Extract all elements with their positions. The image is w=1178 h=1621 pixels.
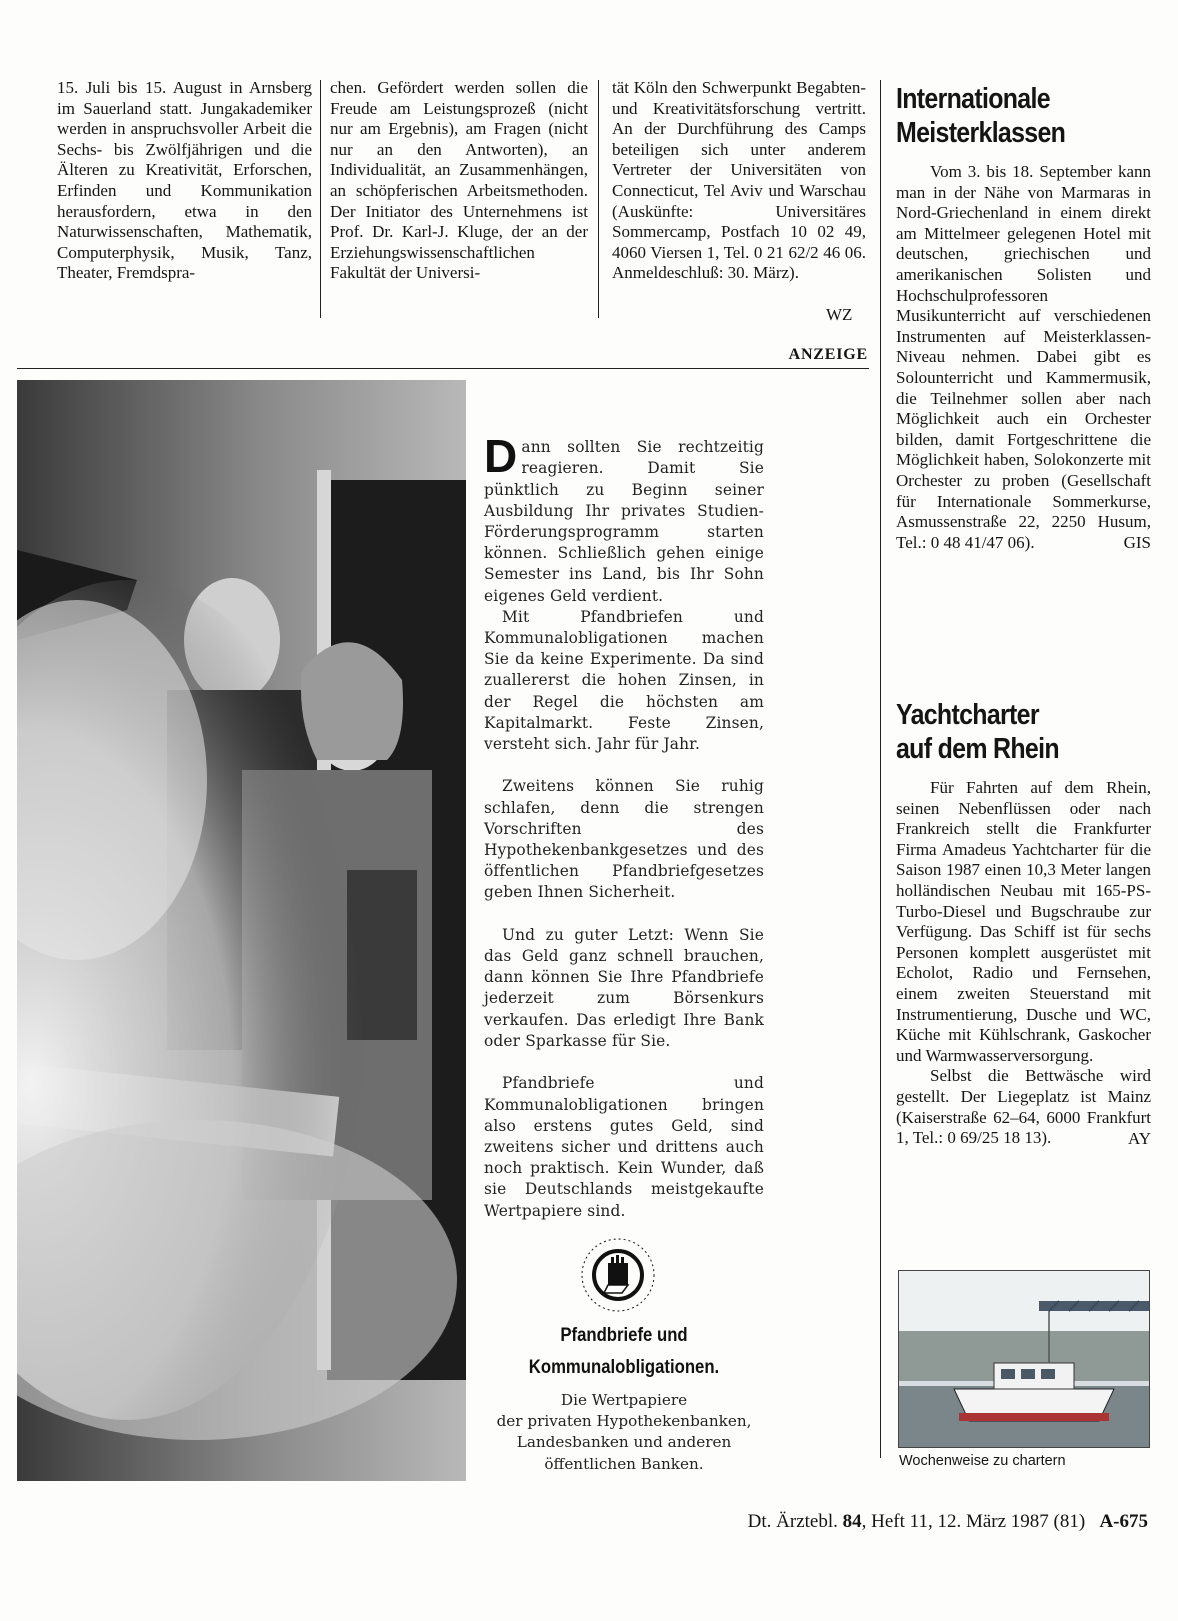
headline-yachtcharter: Yachtcharter auf dem Rhein: [896, 699, 1059, 765]
ad-paragraph-2: Mit Pfandbriefen und Kommunalobligationen machen Sie da keine Experimente. Da sind zuallererst die hohen Zinsen, in der Regel die höchsten am Kapitalmarkt. Feste Zinsen, versteht sich. Jahr für Jahr.: [484, 607, 764, 754]
article-column-2: chen. Gefördert werden sollen die Freude am Leistungsprozeß (nicht nur am Ergebnis), am Fragen (nicht nur an den Antworten), an Individualität, an Zusammenhängen, an schöpferischen Arbeitsmethoden. Der Initiator des Unternehmens ist Prof. Dr. Karl-J. Kluge, der an der Erziehungswissenschaftlichen Fakultät der Universi-: [330, 78, 588, 283]
author-initials: GIS: [1123, 533, 1151, 553]
page-footer: [600, 1511, 1148, 1533]
ad-paragraph-4: Und zu guter Letzt: Wenn Sie das Geld ganz schnell brauchen, dann können Sie Ihre Pfandbriefe jederzeit zum Börsenkurs verkaufen. Das erledigt Ihre Bank oder Sparkasse für Sie.: [484, 925, 764, 1050]
journal-volume: 84: [842, 1511, 862, 1532]
boat-photo: [898, 1270, 1150, 1448]
journal-issue: , Heft 11, 12. März 1987 (81): [861, 1511, 1086, 1532]
ad-paragraph-3: Zweitens können Sie ruhig schlafen, denn die strengen Vorschriften des Hypothekenbankgesetzes und des öffentlichen Pfandbriefgesetzes geben Ihnen Sicherheit.: [484, 777, 764, 902]
author-initials: WZ: [826, 305, 853, 324]
ad-label: ANZEIGE: [788, 346, 868, 363]
article-column-3: tät Köln den Schwerpunkt Begabten- und Kreativitätsforschung vertritt. An der Durchführung des Camps beteiligen sich unter anderem Vertreter der Universitäten von Connecticut, Tel Aviv und Warschau (Auskünfte: Universitäres Sommercamp, Postfach 10 02 49, 4060 Viersen 1, Tel. 0 21 62/2 46 06. Anmeldeschluß: 30. März).: [612, 78, 866, 283]
body-yachtcharter-2: Selbst die Bettwäsche wird gestellt. Der Liegeplatz ist Mainz (Kaiserstraße 62–64, 6000 Frankfurt 1, Tel.: 0 69/25 18 13).: [896, 1066, 1151, 1148]
ad-dropcap: D: [484, 430, 518, 483]
pfandbrief-seal-icon: [578, 1235, 658, 1315]
ad-photo: [17, 380, 466, 1481]
ad-top-rule: [17, 368, 869, 369]
ad-photo-illustration: [17, 380, 466, 1481]
body-yachtcharter-1: Für Fahrten auf dem Rhein, seinen Nebenflüssen oder nach Frankreich stellt die Frankfurter Firma Amadeus Yachtcharter für die Saison 1987 einen 10,3 Meter langen holländischen Neubau mit 165-PS-Turbo-Diesel und Bugschraube zur Verfügung. Das Schiff ist für sechs Personen komplett ausgerüstet mit Echolot, Radio und Fernsehen, einem zweiten Steuerstand mit Instrumentierung, Dusche und WC, Küche mit Kühlschrank, Gaskocher und Warmwasserversorgung.: [896, 778, 1151, 1065]
boat-photo-caption: Wochenweise zu chartern: [899, 1453, 1066, 1469]
author-initials: AY: [1128, 1128, 1151, 1148]
body-meisterklassen: Vom 3. bis 18. September kann man in der Nähe von Marmaras in Nord-Griechenland in einem direkt am Mittelmeer gelegenen Hotel mit deutschen, griechischen und amerikanischen Solisten und Hochschulprofessoren Musikunterricht auf verschiedenen Instrumenten auf Meisterklassen-Niveau nehmen. Dabei gibt es Solounterricht und Kammermusik, die Teilnehmer sollen aber nach Möglichkeit auch ein Orchester bilden, damit Fortgeschrittene die Möglichkeit haben, Solokonzerte mit Orchester zu proben (Gesellschaft für Internationale Sommerkurse, Asmussenstraße 22, 2250 Husum, Tel.: 0 48 41/47 06).: [896, 162, 1151, 552]
article-column-1: 15. Juli bis 15. August in Arnsberg im Sauerland statt. Jungakademiker werden in anspruchsvoller Arbeit die Sechs- bis Zwölfjährigen und die Älteren zu Kreativität, Erforschen, Erfinden und Kommunikation herausfordern, etwa in den Naturwissenschaften, Mathematik, Computerphysik, Musik, Tanz, Theater, Fremdspra-: [57, 78, 312, 283]
article-yachtcharter: [896, 698, 1151, 1149]
journal-name: Dt. Ärztebl.: [747, 1511, 838, 1532]
boat-photo-illustration: [899, 1271, 1149, 1447]
ad-brand: Pfandbriefe und Kommunalobligationen.: [528, 1325, 720, 1378]
article-meisterklassen: [896, 82, 1151, 553]
ad-paragraph-5: Pfandbriefe und Kommunalobligationen bringen also erstens gutes Geld, sind zweitens sicher und drittens auch noch praktisch. Kein Wunder, daß sie Deutschlands meistgekaufte Wertpapiere sind.: [484, 1074, 764, 1220]
right-column-divider: [880, 80, 881, 1458]
page-number: A-675: [1099, 1511, 1148, 1532]
column-divider: [598, 80, 599, 318]
headline-meisterklassen: Internationale Meisterklassen: [896, 83, 1066, 149]
ad-copy: [484, 416, 764, 1243]
column-divider: [320, 80, 321, 318]
ad-tagline: Die Wertpapiere der privaten Hypothekenbanken, Landesbanken und anderen öffentlichen Banken.: [496, 1391, 752, 1473]
ad-paragraph-1: ann sollten Sie rechtzeitig reagieren. Damit Sie pünktlich zu Beginn seiner Ausbildung Ihr privates Studien-Förderungsprogramm starten können. Schließlich gehen einige Semester ins Land, bis Ihr Sohn eigenes Geld verdient.: [484, 438, 764, 605]
